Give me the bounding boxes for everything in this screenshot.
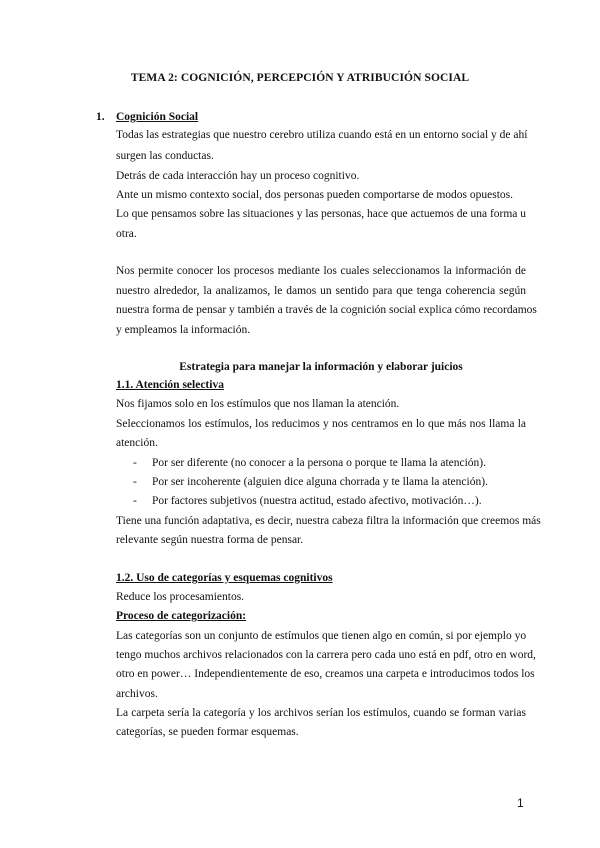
paragraph-line: Nos fijamos solo en los estímulos que nos llaman la atención. <box>116 398 400 410</box>
bullet-dash: - <box>133 457 137 469</box>
paragraph-line: Reduce los procesamientos. <box>116 591 245 603</box>
paragraph-line: otro en power… Independientemente de eso, creamos una carpeta e introducimos todos los <box>116 668 535 680</box>
subsection-heading: 1.2. Uso de categorías y esquemas cognitivos <box>116 572 333 584</box>
paragraph-line: Las categorías son un conjunto de estímulos que tienen algo en común, si por ejemplo yo <box>116 630 527 642</box>
process-heading: Proceso de categorización: <box>116 610 247 622</box>
bullet-item: Por factores subjetivos (nuestra actitud, estado afectivo, motivación…). <box>152 495 482 507</box>
bullet-item: Por ser incoherente (alguien dice alguna chorrada y te llama la atención). <box>152 476 488 488</box>
bullet-dash: - <box>133 495 137 507</box>
paragraph-line: Ante un mismo contexto social, dos personas pueden comportarse de modos opuestos. <box>116 189 513 201</box>
page-number: 1 <box>517 796 524 810</box>
paragraph-line: Tiene una función adaptativa, es decir, nuestra cabeza filtra la información que creemos más <box>116 515 541 527</box>
paragraph-line: Nos permite conocer los procesos mediante los cuales seleccionamos la información de <box>116 265 526 277</box>
paragraph-line: Seleccionamos los estímulos, los reducimos y nos centramos en lo que más nos llama la <box>116 418 526 430</box>
paragraph-line: Detrás de cada interacción hay un proceso cognitivo. <box>116 170 360 182</box>
document-title: TEMA 2: COGNICIÓN, PERCEPCIÓN Y ATRIBUCIÓN SOCIAL <box>130 72 470 84</box>
paragraph-line: relevante según nuestra forma de pensar. <box>116 534 304 546</box>
subsection-heading: 1.1. Atención selectiva <box>116 379 224 391</box>
paragraph-line: surgen las conductas. <box>116 150 214 162</box>
paragraph-line: tengo muchos archivos relacionados con la carrera pero cada uno está en pdf, otro en word, <box>116 649 536 661</box>
paragraph-line: otra. <box>116 228 137 240</box>
paragraph-line: y empleamos la información. <box>116 324 251 336</box>
strategy-heading: Estrategia para manejar la información y elaborar juicios <box>179 361 463 373</box>
paragraph-line: archivos. <box>116 688 158 700</box>
paragraph-line: categorías, se pueden formar esquemas. <box>116 726 299 738</box>
paragraph-line: Lo que pensamos sobre las situaciones y las personas, hace que actuemos de una forma u <box>116 208 527 220</box>
paragraph-line: nuestro alrededor, la analizamos, le damos un sentido para que tenga coherencia según <box>116 285 526 297</box>
section-number: 1. <box>96 111 105 123</box>
paragraph-line: La carpeta sería la categoría y los archivos serían los estímulos, cuando se forman varias <box>116 707 526 719</box>
paragraph-line: atención. <box>116 437 158 449</box>
paragraph-line: nuestra forma de pensar y también a través de la cognición social explica cómo recordamos <box>116 304 537 316</box>
paragraph-line: Todas las estrategias que nuestro cerebro utiliza cuando está en un entorno social y de ahí <box>116 129 528 141</box>
bullet-dash: - <box>133 476 137 488</box>
bullet-item: Por ser diferente (no conocer a la persona o porque te llama la atención). <box>152 457 486 469</box>
section-heading: Cognición Social <box>116 111 199 123</box>
